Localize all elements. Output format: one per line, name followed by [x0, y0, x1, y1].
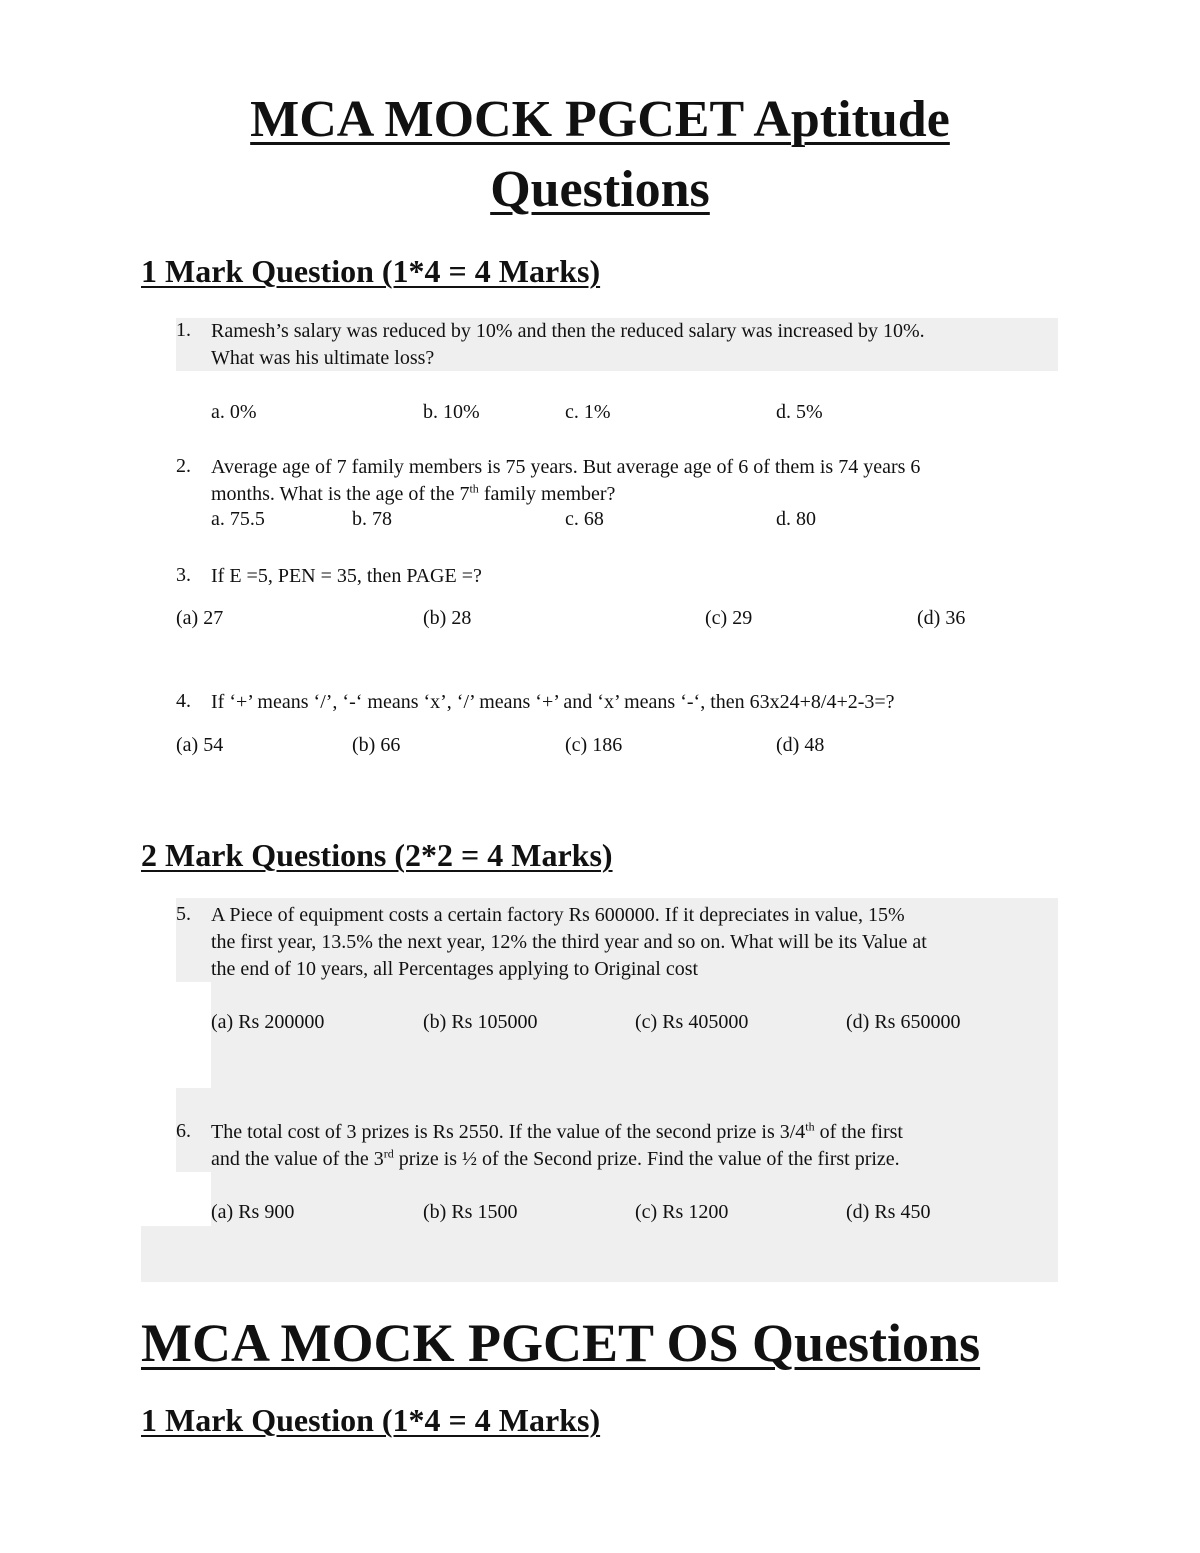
- question-number: 4.: [176, 690, 191, 712]
- option-d: (d) 36: [917, 607, 966, 629]
- question-text: If ‘+’ means ‘/’, ‘-‘ means ‘x’, ‘/’ means ‘+’ and ‘x’ means ‘-‘, then 63x24+8/4+2-3=?: [211, 691, 895, 713]
- option-c: (c) Rs 405000: [635, 1011, 749, 1033]
- question-number: 2.: [176, 455, 191, 477]
- section-heading-2-mark: 2 Mark Questions (2*2 = 4 Marks): [141, 837, 613, 873]
- question-number: 3.: [176, 564, 191, 586]
- option-b: b. 78: [352, 508, 392, 530]
- page-title-line1: MCA MOCK PGCET Aptitude: [250, 91, 950, 148]
- question-number: 5.: [176, 903, 191, 925]
- highlight-shade: [141, 1226, 1058, 1282]
- question-text: The total cost of 3 prizes is Rs 2550. If the value of the second prize is 3/4th of the first: [211, 1119, 903, 1143]
- option-a: a. 0%: [211, 401, 257, 423]
- section-heading-1-mark: 1 Mark Question (1*4 = 4 Marks): [141, 253, 601, 289]
- highlight-shade: [211, 982, 1058, 1088]
- option-c: c. 68: [565, 508, 604, 530]
- option-d: d. 80: [776, 508, 816, 530]
- option-c: (c) 186: [565, 734, 623, 756]
- option-b: (b) 66: [352, 734, 401, 756]
- option-c: (c) Rs 1200: [635, 1201, 729, 1223]
- question-number: 1.: [176, 319, 191, 341]
- question-number: 6.: [176, 1120, 191, 1142]
- question-text: Average age of 7 family members is 75 years. But average age of 6 of them is 74 years 6: [211, 456, 921, 478]
- option-c: c. 1%: [565, 401, 611, 423]
- option-d: d. 5%: [776, 401, 823, 423]
- option-b: b. 10%: [423, 401, 480, 423]
- option-d: (d) 48: [776, 734, 825, 756]
- option-d: (d) Rs 450: [846, 1201, 931, 1223]
- question-text: and the value of the 3rd prize is ½ of the Second prize. Find the value of the first prize.: [211, 1146, 900, 1170]
- question-text: the end of 10 years, all Percentages applying to Original cost: [211, 958, 699, 980]
- option-b: (b) Rs 1500: [423, 1201, 518, 1223]
- option-a: a. 75.5: [211, 508, 265, 530]
- option-a: (a) 27: [176, 607, 224, 629]
- question-text: If E =5, PEN = 35, then PAGE =?: [211, 565, 482, 587]
- os-section-title: MCA MOCK PGCET OS Questions: [141, 1313, 981, 1373]
- option-a: (a) Rs 900: [211, 1201, 295, 1223]
- option-a: (a) 54: [176, 734, 224, 756]
- option-a: (a) Rs 200000: [211, 1011, 325, 1033]
- question-text: the first year, 13.5% the next year, 12% the third year and so on. What will be its Value at: [211, 931, 927, 953]
- question-text: months. What is the age of the 7th family member?: [211, 481, 616, 505]
- option-d: (d) Rs 650000: [846, 1011, 961, 1033]
- os-section-heading-1-mark: 1 Mark Question (1*4 = 4 Marks): [141, 1402, 601, 1438]
- option-c: (c) 29: [705, 607, 753, 629]
- question-text: Ramesh’s salary was reduced by 10% and then the reduced salary was increased by 10%.: [211, 320, 925, 342]
- question-text: A Piece of equipment costs a certain factory Rs 600000. If it depreciates in value, 15%: [211, 904, 905, 926]
- option-b: (b) Rs 105000: [423, 1011, 538, 1033]
- option-b: (b) 28: [423, 607, 472, 629]
- page-title-line2: Questions: [490, 161, 710, 218]
- question-text: What was his ultimate loss?: [211, 347, 435, 369]
